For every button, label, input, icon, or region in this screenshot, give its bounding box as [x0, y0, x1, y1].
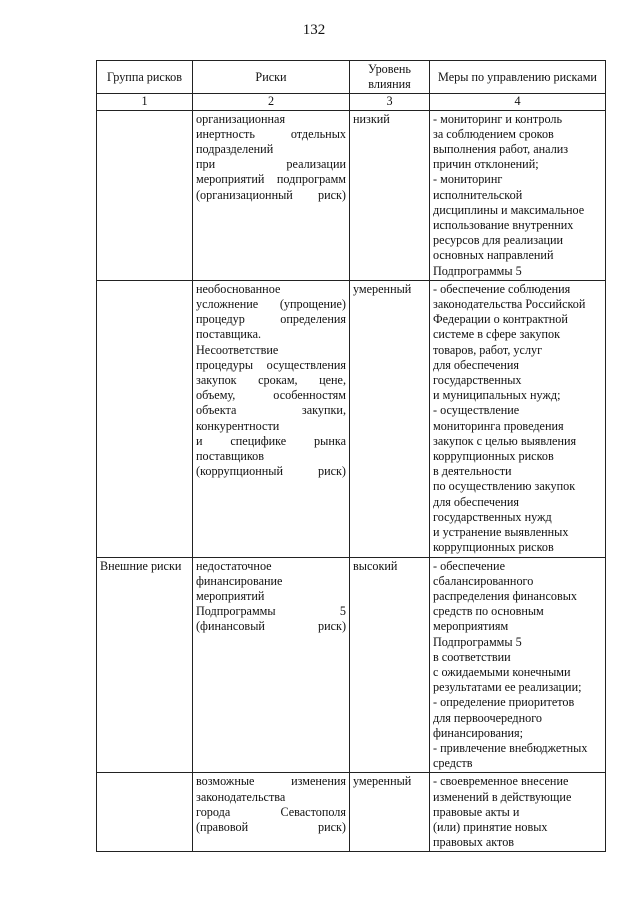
risk-line: мероприятий — [196, 588, 265, 603]
measure-line: изменений в действующие — [433, 789, 572, 804]
risk-line: процедур определения — [196, 312, 346, 327]
risk-line: организационная — [196, 111, 286, 126]
measure-line: государственных — [433, 373, 522, 388]
table-header-row — [97, 61, 606, 94]
risk-group-cell: Внешние риски — [97, 557, 193, 773]
table-row — [97, 557, 606, 773]
risk-group-cell — [97, 773, 193, 852]
risk-line: поставщиков — [196, 449, 265, 464]
measure-line: - привлечение внебюджетных — [433, 740, 588, 755]
measure-line: основных направлений — [433, 248, 554, 263]
measure-line: использование внутренних — [433, 218, 574, 233]
measures-cell — [430, 557, 606, 773]
measure-line: коррупционных рисков — [433, 540, 554, 555]
measure-line: Подпрограммы 5 — [433, 263, 522, 278]
header-measures: Меры по управлению рисками — [430, 61, 606, 94]
header-risks: Риски — [193, 61, 350, 94]
measure-line: в соответствии — [433, 649, 511, 664]
measure-line: товаров, работ, услуг — [433, 342, 543, 357]
measure-line: исполнительской — [433, 187, 523, 202]
risk-line: и специфике рынка — [196, 433, 346, 448]
measure-line: коррупционных рисков — [433, 449, 554, 464]
measure-line: за соблюдением сроков — [433, 126, 554, 141]
risk-line: необоснованное — [196, 281, 281, 296]
measure-line: средств — [433, 756, 473, 771]
impact-level-cell: умеренный — [350, 280, 430, 557]
risk-cell — [193, 557, 350, 773]
measure-line: дисциплины и максимальное — [433, 202, 585, 217]
risk-line: при реализации — [196, 157, 346, 172]
risk-line: недостаточное — [196, 558, 272, 573]
table-row — [97, 773, 606, 852]
risk-line: объекта закупки, — [196, 403, 346, 418]
measure-line: - обеспечение — [433, 558, 505, 573]
measures-cell — [430, 110, 606, 280]
risk-line: подразделений — [196, 142, 274, 157]
risk-cell — [193, 773, 350, 852]
measure-line: - мониторинг и контроль — [433, 111, 563, 126]
measure-line: средств по основным — [433, 604, 544, 619]
risk-line: (финансовый риск) — [196, 619, 346, 634]
risk-line: финансирование — [196, 573, 283, 588]
column-number: 3 — [350, 94, 430, 110]
measure-line: - осуществление — [433, 403, 520, 418]
measure-line: мероприятиям — [433, 619, 509, 634]
risk-line: инертность отдельных — [196, 126, 346, 141]
risk-line: города Севастополя — [196, 804, 346, 819]
risk-line: мероприятий подпрограмм — [196, 172, 346, 187]
measure-line: мониторинга проведения — [433, 418, 564, 433]
measure-line: в деятельности — [433, 464, 512, 479]
risk-line: процедуры осуществления — [196, 357, 346, 372]
risk-group-cell — [97, 110, 193, 280]
risk-cell — [193, 280, 350, 557]
column-number: 4 — [430, 94, 606, 110]
measure-line: распределения финансовых — [433, 588, 577, 603]
measure-line: для обеспечения — [433, 357, 520, 372]
measure-line: с ожидаемыми конечными — [433, 664, 571, 679]
measure-line: (или) принятие новых — [433, 819, 548, 834]
risk-group-cell — [97, 280, 193, 557]
measure-line: - своевременное внесение — [433, 774, 569, 789]
risk-line: объему, особенностям — [196, 388, 346, 403]
measure-line: правовых актов — [433, 835, 515, 850]
measure-line: - обеспечение соблюдения — [433, 281, 571, 296]
measure-line: для первоочередного — [433, 710, 542, 725]
table-row — [97, 110, 606, 280]
risk-line: Подпрограммы 5 — [196, 604, 346, 619]
impact-level-cell: низкий — [350, 110, 430, 280]
measure-line: Федерации о контрактной — [433, 312, 568, 327]
measure-line: выполнения работ, анализ — [433, 142, 569, 157]
impact-level-cell: умеренный — [350, 773, 430, 852]
measure-line: правовые акты и — [433, 804, 520, 819]
measure-line: для обеспечения — [433, 494, 520, 509]
measure-line: закупок с целью выявления — [433, 433, 577, 448]
risk-line: (организационный риск) — [196, 187, 346, 202]
risk-line: конкурентности — [196, 418, 280, 433]
column-number: 1 — [97, 94, 193, 110]
measures-cell — [430, 280, 606, 557]
measure-line: ресурсов для реализации — [433, 233, 564, 248]
measure-line: системе в сфере закупок — [433, 327, 561, 342]
measure-line: Подпрограммы 5 — [433, 634, 522, 649]
measure-line: и устранение выявленных — [433, 525, 569, 540]
measure-line: - мониторинг — [433, 172, 503, 187]
risk-line: возможные изменения — [196, 774, 346, 789]
risk-cell — [193, 110, 350, 280]
measure-line: причин отклонений; — [433, 157, 539, 172]
impact-level-cell: высокий — [350, 557, 430, 773]
measure-line: по осуществлению закупок — [433, 479, 576, 494]
measure-line: финансирования; — [433, 725, 524, 740]
risk-line: Несоответствие — [196, 342, 279, 357]
measure-line: государственных нужд — [433, 509, 552, 524]
risk-line: (правовой риск) — [196, 819, 346, 834]
measure-line: сбалансированного — [433, 573, 534, 588]
page-number: 132 — [302, 22, 326, 38]
column-number: 2 — [193, 94, 350, 110]
measure-line: законодательства Российской — [433, 297, 586, 312]
header-impact-level: Уровень влияния — [350, 61, 430, 94]
column-number-row — [97, 94, 606, 110]
measure-line: - определение приоритетов — [433, 695, 575, 710]
measure-line: результатами ее реализации; — [433, 680, 582, 695]
header-risk-group: Группа рисков — [97, 61, 193, 94]
table-body — [97, 110, 606, 852]
risk-management-table — [96, 60, 606, 852]
measure-line: и муниципальных нужд; — [433, 388, 561, 403]
risk-line: законодательства — [196, 789, 286, 804]
table-row — [97, 280, 606, 557]
measures-cell — [430, 773, 606, 852]
risk-line: усложнение (упрощение) — [196, 297, 346, 312]
risk-line: (коррупционный риск) — [196, 464, 346, 479]
risk-line: закупок срокам, цене, — [196, 373, 346, 388]
risk-line: поставщика. — [196, 327, 262, 342]
